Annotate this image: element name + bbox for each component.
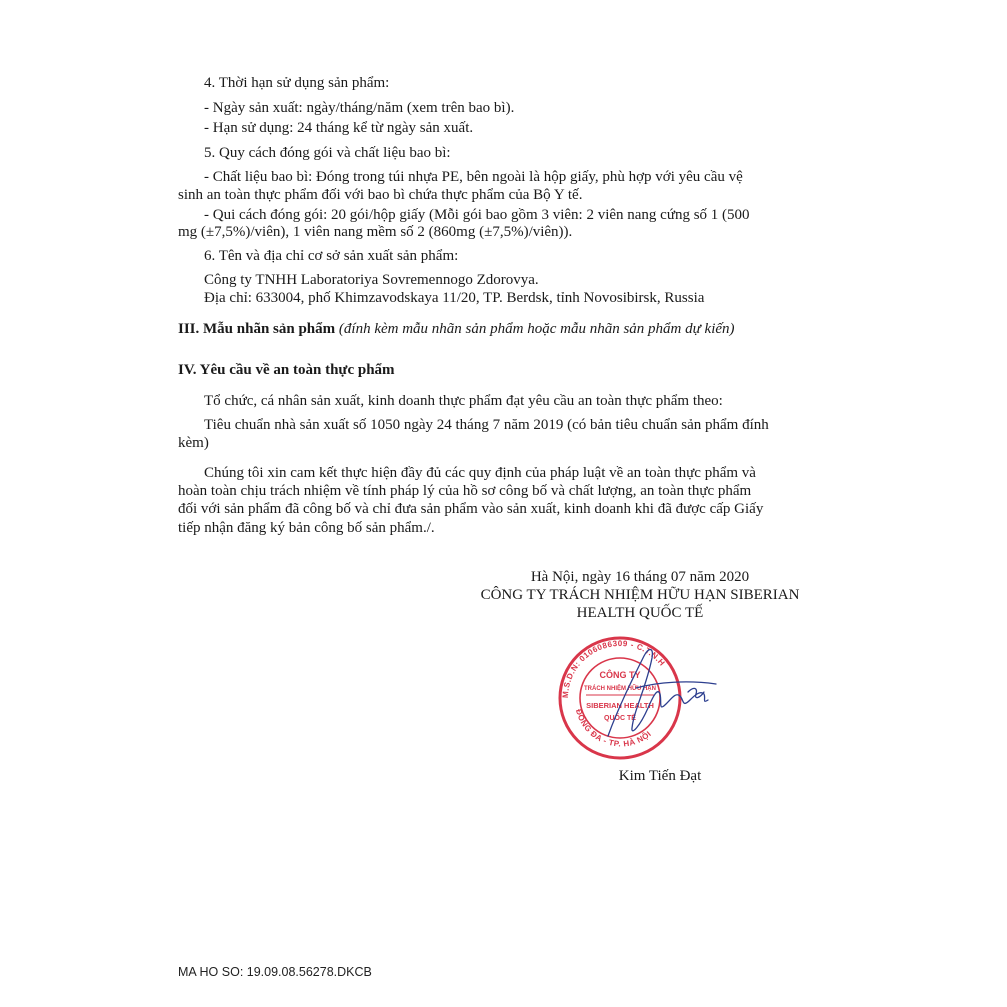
packaging-spec-line-2: mg (±7,5%)/viên), 1 viên nang mềm số 2 (860mg (±7,5%)/viên)). — [178, 224, 573, 240]
packaging-material-line-2: sinh an toàn thực phẩm đối với bao bì chứa thực phẩm của Bộ Y tế. — [178, 187, 583, 203]
dossier-code: MA HO SO: 19.09.08.56278.DKCB — [178, 965, 372, 979]
commitment-line-3: đối với sản phẩm đã công bố và chỉ đưa sản phẩm vào sản xuất, kinh doanh khi đã được cấp Giấy — [178, 501, 764, 517]
seal-ring-bottom-text: ĐỐNG ĐA - TP. HÀ NỘI — [573, 708, 654, 749]
manufacturer-address: Địa chỉ: 633004, phố Khimzavodskaya 11/20, TP. Berdsk, tỉnh Novosibirsk, Russia — [204, 290, 705, 306]
commitment-line-4: tiếp nhận đăng ký bản công bố sản phẩm./. — [178, 520, 435, 536]
seal-text-4: QUỐC TẾ — [604, 715, 636, 722]
commitment-line-1: Chúng tôi xin cam kết thực hiện đầy đủ các quy định của pháp luật về an toàn thực phẩm và — [204, 465, 756, 481]
signer-name: Kim Tiến Đạt — [618, 768, 702, 784]
part-4-paragraph-1: Tổ chức, cá nhân sản xuất, kinh doanh thực phẩm đạt yêu cầu an toàn thực phẩm theo: — [204, 393, 723, 409]
company-seal — [548, 628, 788, 768]
company-name-line-1: CÔNG TY TRÁCH NHIỆM HỮU HẠN SIBERIAN — [480, 587, 800, 603]
part-4-heading: IV. Yêu cầu về an toàn thực phẩm — [178, 362, 395, 378]
seal-text-1: CÔNG TY — [599, 670, 641, 680]
section-5-heading: 5. Quy cách đóng gói và chất liệu bao bì: — [204, 145, 451, 161]
company-name-line-2: HEALTH QUỐC TẾ — [576, 605, 704, 621]
expiry-line: - Hạn sử dụng: 24 tháng kể từ ngày sản xuất. — [204, 120, 474, 136]
seal-and-signature-graphic — [548, 628, 788, 768]
manufacturer-name: Công ty TNHH Laboratoriya Sovremennogo Zdorovya. — [204, 272, 539, 288]
section-4-heading: 4. Thời hạn sử dụng sản phẩm: — [204, 75, 390, 91]
part-4-paragraph-2-line-2: kèm) — [178, 435, 209, 451]
commitment-line-2: hoàn toàn chịu trách nhiệm về tính pháp lý của hồ sơ công bố và chất lượng, an toàn thực phẩm — [178, 483, 752, 499]
part-3-note: (đính kèm mẫu nhãn sản phẩm hoặc mẫu nhãn sản phẩm dự kiến) — [338, 321, 735, 337]
section-6-heading: 6. Tên và địa chỉ cơ sở sản xuất sản phẩm: — [204, 248, 459, 264]
seal-text-3: SIBERIAN HEALTH — [586, 701, 654, 710]
manufacture-date-line: - Ngày sản xuất: ngày/tháng/năm (xem trên bao bì). — [204, 100, 515, 116]
packaging-spec-line-1: - Qui cách đóng gói: 20 gói/hộp giấy (Mỗi gói bao gồm 3 viên: 2 viên nang cứng số 1 (500 — [204, 207, 750, 223]
seal-ring-text: M.S.D.N: 0106086309 - C.T.N.H — [560, 638, 667, 699]
part-3-title — [178, 319, 735, 339]
part-3-heading: III. Mẫu nhãn sản phẩm — [178, 321, 336, 337]
part-4-paragraph-2-line-1: Tiêu chuẩn nhà sản xuất số 1050 ngày 24 tháng 7 năm 2019 (có bản tiêu chuẩn sản phẩm đính — [204, 417, 769, 433]
packaging-material-line-1: - Chất liệu bao bì: Đóng trong túi nhựa PE, bên ngoài là hộp giấy, phù hợp với yêu cầu vệ — [204, 169, 743, 185]
seal-text-2: TRÁCH NHIỆM HỮU HẠN — [584, 686, 656, 692]
signature-date: Hà Nội, ngày 16 tháng 07 năm 2020 — [530, 569, 750, 585]
